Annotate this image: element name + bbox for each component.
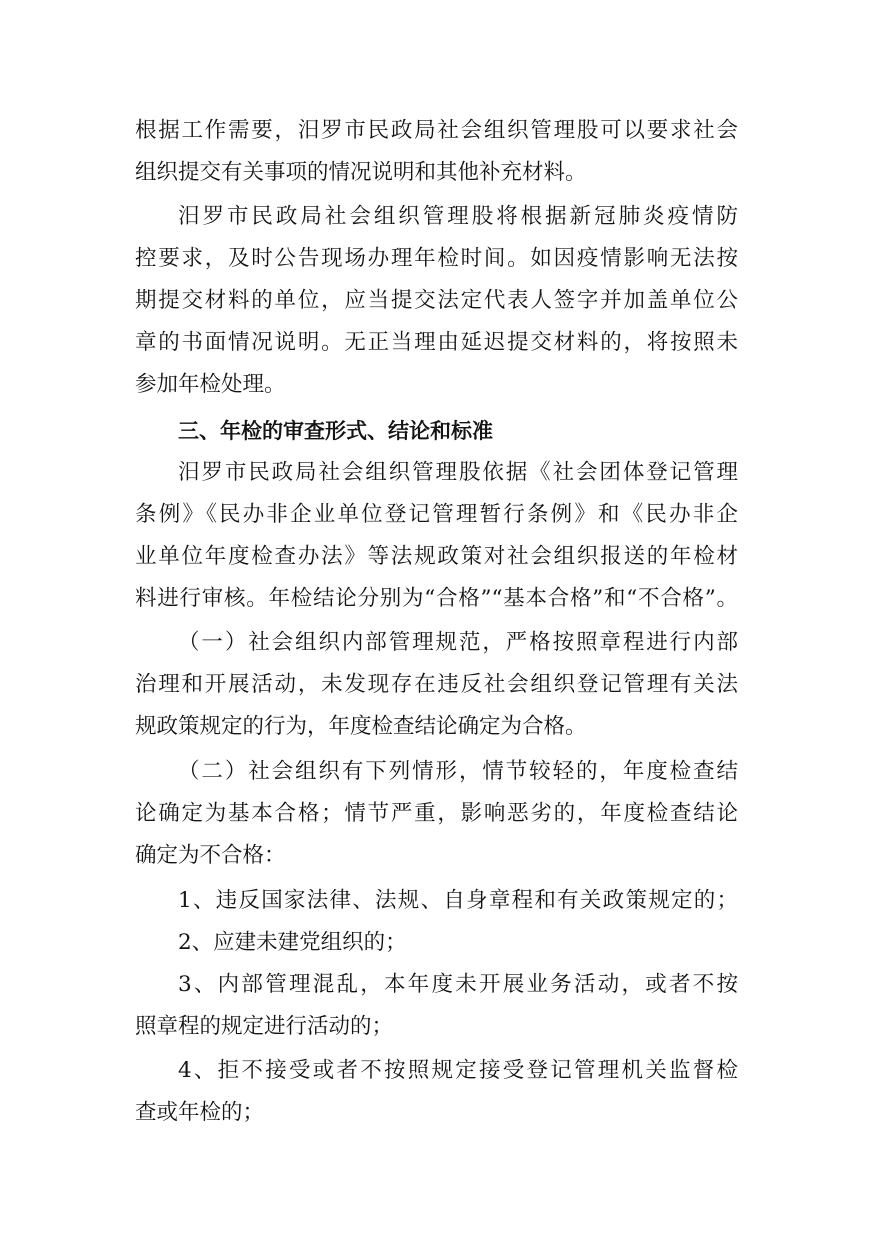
paragraph-line: 组织提交有关事项的情况说明和其他补充材料。: [135, 160, 587, 185]
list-item: 4、拒不接受或者不按照规定接受登记管理机关监督检: [178, 1058, 738, 1083]
list-item: 查或年检的；: [135, 1100, 265, 1125]
paragraph-line: 汨罗市民政局社会组织管理股依据《社会团体登记管理: [178, 460, 738, 485]
paragraph-line: 控要求，及时公告现场办理年检时间。如因疫情影响无法按: [135, 246, 738, 271]
paragraph-line: 期提交材料的单位，应当提交法定代表人签字并加盖单位公: [135, 288, 738, 313]
section-heading: 三、年检的审查形式、结论和标准: [178, 419, 493, 443]
paragraph-line: 论确定为基本合格；情节严重，影响恶劣的，年度检查结论: [135, 801, 738, 826]
paragraph-line: 汨罗市民政局社会组织管理股将根据新冠肺炎疫情防: [178, 204, 738, 229]
paragraph-line: 业单位年度检查办法》等法规政策对社会组织报送的年检材: [135, 544, 738, 569]
paragraph-line: （二）社会组织有下列情形，情节较轻的，年度检查结: [178, 759, 738, 784]
paragraph-line: 料进行审核。年检结论分别为“合格”“基本合格”和“不合格”。: [135, 586, 738, 611]
paragraph-line: 规政策规定的行为，年度检查结论确定为合格。: [135, 714, 587, 739]
paragraph-line: 参加年检处理。: [135, 372, 286, 397]
list-item: 3、内部管理混乱，本年度未开展业务活动，或者不按: [178, 972, 738, 997]
list-item: 2、应建未建党组织的；: [178, 930, 407, 955]
paragraph-line: 条例》《民办非企业单位登记管理暂行条例》和《民办非企: [135, 502, 738, 527]
list-item: 照章程的规定进行活动的；: [135, 1014, 394, 1039]
paragraph-line: 章的书面情况说明。无正当理由延迟提交材料的，将按照未: [135, 330, 738, 355]
paragraph-line: 确定为不合格：: [135, 843, 286, 868]
paragraph-line: 根据工作需要，汨罗市民政局社会组织管理股可以要求社会: [135, 118, 738, 143]
list-item: 1、违反国家法律、法规、自身章程和有关政策规定的；: [178, 888, 738, 913]
paragraph-line: （一）社会组织内部管理规范，严格按照章程进行内部: [178, 630, 738, 655]
paragraph-line: 治理和开展活动，未发现存在违反社会组织登记管理有关法: [135, 672, 738, 697]
